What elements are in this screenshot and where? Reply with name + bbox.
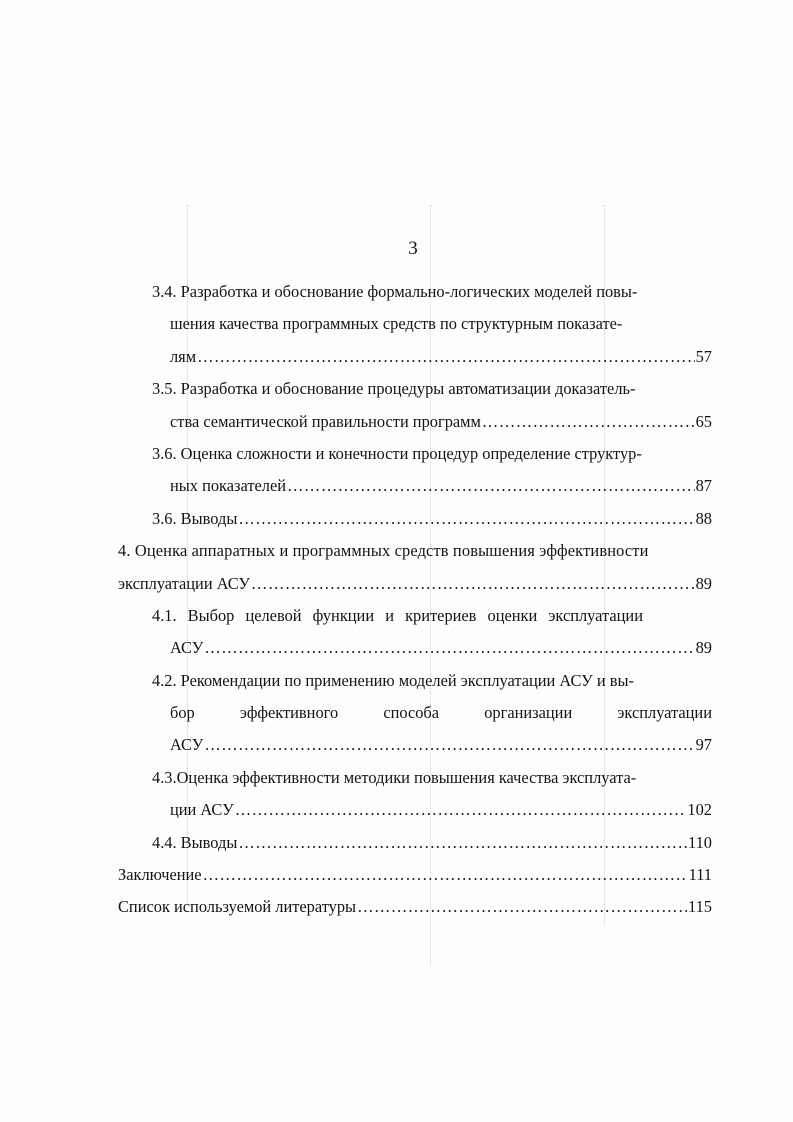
toc-page-number: 111 xyxy=(688,865,712,885)
toc-entry-text: 4.2. Рекомендации по применению моделей эксплуатации АСУ и вы- xyxy=(152,670,634,690)
toc-entry-text: Список используемой литературы xyxy=(118,897,357,917)
toc-entry-text: АСУ xyxy=(170,638,204,658)
toc-entry-4-3-line2 xyxy=(118,794,712,826)
toc-entry-text: 4.4. Выводы xyxy=(152,832,238,852)
toc-entry-3-4-line1 xyxy=(118,276,712,308)
toc-word: бор xyxy=(170,703,195,723)
toc-entry-text: АСУ xyxy=(170,735,204,755)
toc-entry-3-5-line1 xyxy=(118,373,712,405)
justified-line xyxy=(170,697,712,729)
toc-entry-4-1-line1 xyxy=(118,600,712,632)
toc-entry-text: 4.1. Выбор целевой функции и критериев оценки эксплуатации xyxy=(152,605,643,625)
toc-entry-4-3-line1 xyxy=(118,762,712,794)
toc-entry-text: ции АСУ xyxy=(170,800,234,820)
dot-leader xyxy=(482,406,695,438)
toc-entry-4-4 xyxy=(118,827,712,859)
toc-entry-4-2-line1 xyxy=(118,665,712,697)
toc-word: способа xyxy=(383,703,440,723)
toc-entry-4-1-line2 xyxy=(118,632,712,664)
toc-entry-text: эксплуатации АСУ xyxy=(118,573,251,593)
toc-entry-3-6-conclusions xyxy=(118,503,712,535)
toc-entry-text: 3.6. Выводы xyxy=(152,508,238,528)
toc-entry-references xyxy=(118,891,712,923)
toc-entry-text: 4. Оценка аппаратных и программных средств повышения эффективности xyxy=(118,541,649,561)
toc-page-number: 65 xyxy=(695,411,712,431)
toc-entry-3-6-line1 xyxy=(118,438,712,470)
dot-leader xyxy=(238,827,687,859)
dot-leader xyxy=(357,891,687,923)
dot-leader xyxy=(204,632,694,664)
page-number: 3 xyxy=(408,238,418,259)
toc-entry-3-5-line2 xyxy=(118,406,712,438)
toc-chapter-4-line2 xyxy=(118,568,712,600)
toc-page-number: 89 xyxy=(695,638,712,658)
toc-entry-3-4-line3 xyxy=(118,341,712,373)
toc-word: эффективного xyxy=(239,703,339,723)
toc-page-number: 97 xyxy=(695,735,712,755)
toc-entry-text: Заключение xyxy=(118,865,202,885)
toc-entry-text: 3.4. Разработка и обоснование формально-логических моделей повы- xyxy=(152,282,638,301)
toc-entry-text: ных показателей xyxy=(170,476,287,496)
toc-entry-4-2-line3 xyxy=(118,729,712,761)
toc-page-number: 57 xyxy=(695,346,712,366)
dot-leader xyxy=(203,859,688,891)
toc-chapter-4-line1 xyxy=(118,535,712,567)
toc-entry-4-2-line2 xyxy=(118,697,712,729)
toc-entry-3-4-line2 xyxy=(118,308,712,340)
toc-entry-text: 3.5. Разработка и обоснование процедуры автоматизации доказатель- xyxy=(152,379,636,399)
toc-entry-conclusion xyxy=(118,859,712,891)
toc-word: организации xyxy=(484,703,573,723)
toc-entry-text: 3.6. Оценка сложности и конечности процедур определение структур- xyxy=(152,443,642,463)
toc-page-number: 110 xyxy=(688,832,712,852)
dot-leader xyxy=(204,729,694,761)
toc-entry-text: шения качества программных средств по структурным показате- xyxy=(170,314,623,334)
toc-page-number: 115 xyxy=(688,897,712,917)
toc-page-number: 88 xyxy=(695,508,712,528)
dot-leader xyxy=(197,341,695,373)
dot-leader xyxy=(235,794,687,826)
dot-leader xyxy=(251,568,695,600)
table-of-contents xyxy=(118,276,712,924)
toc-page-number: 87 xyxy=(695,476,712,496)
toc-entry-text: 4.3.Оценка эффективности методики повышения качества эксплуата- xyxy=(152,767,637,787)
dot-leader xyxy=(287,470,695,502)
toc-word: эксплуатации xyxy=(617,703,712,723)
toc-entry-text: лям xyxy=(170,346,197,366)
toc-page-number: 102 xyxy=(687,800,712,820)
toc-entry-3-6-line2 xyxy=(118,470,712,502)
toc-entry-text: ства семантической правильности программ xyxy=(170,411,481,431)
dot-leader xyxy=(238,503,694,535)
toc-page-number: 89 xyxy=(695,573,712,593)
